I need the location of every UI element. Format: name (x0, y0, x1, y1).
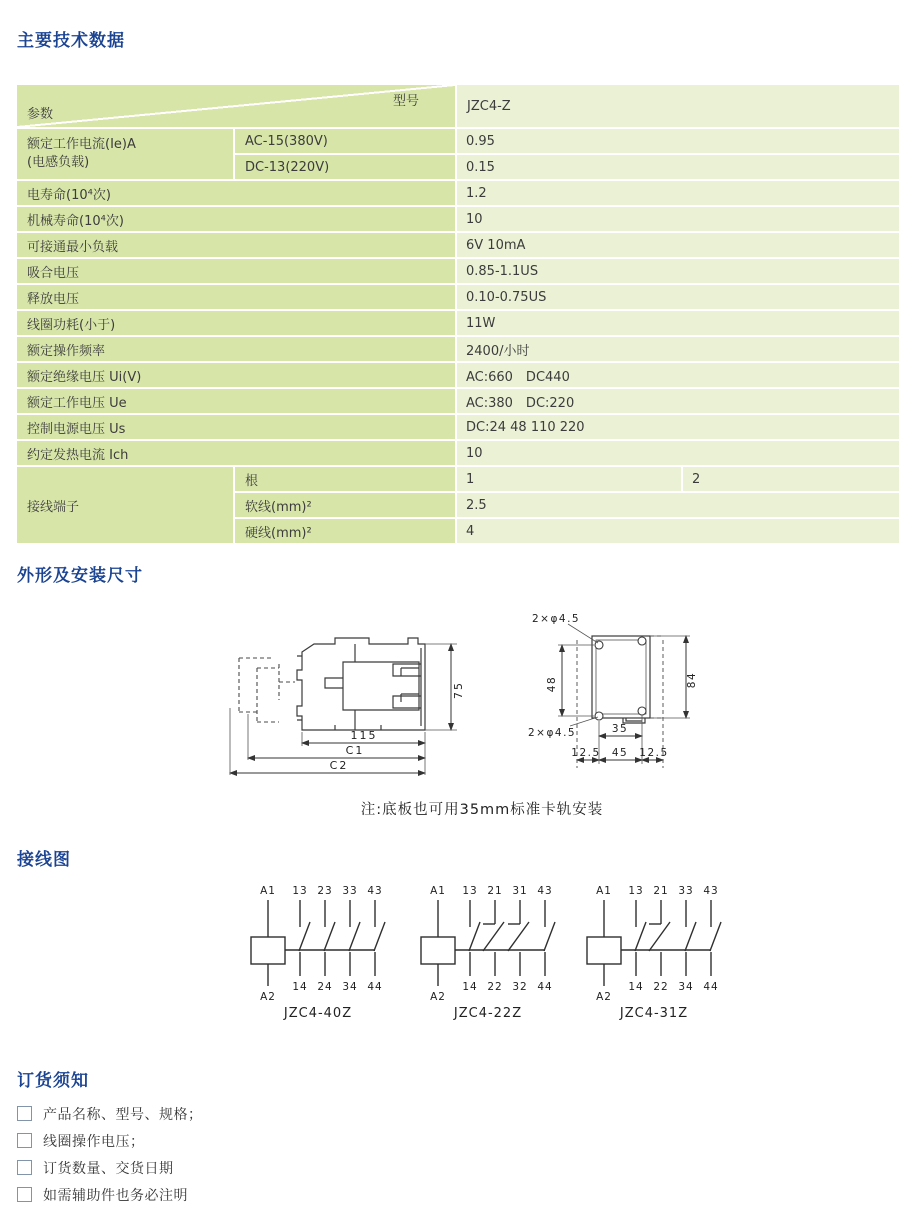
pole-top-label: 13 (628, 885, 644, 897)
coil-bottom-label: A2 (260, 991, 276, 1003)
dim-label-125-right: 12.5 (639, 747, 669, 759)
table-row (17, 467, 899, 491)
pole-bottom-label: 24 (317, 981, 333, 993)
coil-top-label: A1 (260, 885, 276, 897)
wiring-diagram-label: JZC4-31Z (619, 1006, 689, 1021)
param-value: 1 (457, 467, 681, 491)
param-label: 机械寿命(10⁴次) (17, 207, 455, 231)
pole-top-label: 43 (367, 885, 383, 897)
param-label-line2: (电感负载) (27, 155, 90, 170)
pole-bottom-label: 14 (628, 981, 644, 993)
param-value: 11W (457, 311, 899, 335)
wiring-diagram-label: JZC4-22Z (453, 1006, 523, 1021)
ordering-item-text: 如需辅助件也务必注明 (43, 1187, 188, 1204)
ordering-item-text: 订货数量、交货日期 (43, 1160, 174, 1177)
pole-bottom-label: 14 (462, 981, 478, 993)
checkbox-icon (17, 1187, 32, 1202)
param-label: 线圈功耗(小于) (17, 311, 455, 335)
table-row (17, 311, 899, 335)
nc-contact-blade (649, 922, 670, 951)
pole-top-label: 23 (317, 885, 333, 897)
wiring-title: 接线图 (17, 850, 71, 870)
pole-bottom-label: 14 (292, 981, 308, 993)
dimension-lines (562, 636, 686, 760)
table-row (17, 129, 899, 153)
pole-bottom-label: 44 (537, 981, 553, 993)
checkbox-icon (17, 1133, 32, 1148)
pole-top-label: 43 (537, 885, 553, 897)
side-view-drawing (215, 612, 480, 787)
wiring-diagram-block (408, 880, 568, 1021)
param-value: 10 (457, 207, 899, 231)
dim-label-48: 48 (546, 675, 558, 693)
spec-table (15, 83, 901, 545)
coil-top-label: A1 (596, 885, 612, 897)
table-row (17, 389, 899, 413)
table-row (17, 181, 899, 205)
coil-symbol (251, 937, 285, 964)
dim-label-c1: C1 (345, 744, 365, 757)
table-row (17, 285, 899, 309)
param-value: 0.95 (457, 129, 899, 153)
model-value-cell: JZC4-Z (457, 85, 899, 127)
table-row (17, 363, 899, 387)
hole-label-top: 2×φ4.5 (532, 613, 581, 625)
pole-bottom-label: 44 (367, 981, 383, 993)
param-value: 0.15 (457, 155, 899, 179)
pole-top-label: 31 (512, 885, 528, 897)
nc-contact-blade (508, 922, 529, 951)
corner-model-label: 型号 (392, 94, 419, 109)
table-row (17, 233, 899, 257)
pole-top-label: 33 (342, 885, 358, 897)
param-label: 控制电源电压 Us (17, 415, 455, 439)
pole-bottom-label: 44 (703, 981, 719, 993)
wiring-diagram-svg (574, 880, 734, 1004)
dimensions-title: 外形及安装尺寸 (17, 566, 143, 586)
front-view-drawing (510, 596, 720, 786)
pole-bottom-label: 22 (487, 981, 503, 993)
param-value: 6V 10mA (457, 233, 899, 257)
pole-top-label: 13 (462, 885, 478, 897)
extension-lines (558, 624, 690, 764)
wiring-diagram-block (238, 880, 398, 1021)
param-value: AC:380 DC:220 (457, 389, 899, 413)
param-value: 0.10-0.75US (457, 285, 899, 309)
ordering-list-item (17, 1127, 203, 1154)
param-value: 2 (683, 467, 899, 491)
contactor-side-outline (297, 638, 425, 730)
dim-label-c2: C2 (329, 759, 349, 772)
dim-label-35: 35 (611, 723, 629, 735)
corner-param-label: 参数 (27, 107, 54, 122)
pole-top-label: 21 (487, 885, 503, 897)
param-label: 释放电压 (17, 285, 455, 309)
pole-bottom-label: 34 (342, 981, 358, 993)
ordering-list (17, 1100, 203, 1208)
table-row (17, 259, 899, 283)
accessory-dashed-outline (239, 658, 295, 722)
pole-bottom-label: 32 (512, 981, 528, 993)
ordering-list-item (17, 1154, 203, 1181)
param-label (17, 129, 233, 179)
pole-top-label: 13 (292, 885, 308, 897)
sub-param-label: AC-15(380V) (235, 129, 455, 153)
param-value: 0.85-1.1US (457, 259, 899, 283)
pole-top-label: 43 (703, 885, 719, 897)
pole-bottom-label: 22 (653, 981, 669, 993)
mounting-holes (595, 637, 646, 720)
param-label-line1: 额定工作电流(Ie)A (27, 137, 136, 153)
table-row (17, 207, 899, 231)
param-value: 2.5 (457, 493, 899, 517)
sub-param-label: 根 (235, 467, 455, 491)
wiring-diagram-block (574, 880, 734, 1021)
table-row (17, 441, 899, 465)
mounting-note: 注:底板也可用35mm标准卡轨安装 (360, 802, 604, 818)
table-row (17, 337, 899, 361)
param-value: 4 (457, 519, 899, 543)
sub-param-label: 硬线(mm)² (235, 519, 455, 543)
table-row (17, 415, 899, 439)
coil-symbol (587, 937, 621, 964)
param-value: DC:24 48 110 220 (457, 415, 899, 439)
dim-label-45: 45 (611, 747, 629, 759)
corner-cell (17, 85, 455, 127)
sub-param-label: 软线(mm)² (235, 493, 455, 517)
coil-symbol (421, 937, 455, 964)
dim-label-width: 115 (350, 729, 378, 742)
ordering-item-text: 线圈操作电压； (43, 1133, 145, 1150)
param-value: AC:660 DC440 (457, 363, 899, 387)
table-header-row (17, 85, 899, 127)
pole-top-label: 21 (653, 885, 669, 897)
coil-bottom-label: A2 (430, 991, 446, 1003)
param-label: 约定发热电流 Ich (17, 441, 455, 465)
pole-bottom-label: 34 (678, 981, 694, 993)
nc-contact-blade (483, 922, 504, 951)
param-label: 吸合电压 (17, 259, 455, 283)
param-value: 2400/小时 (457, 337, 899, 361)
wiring-diagram-svg (408, 880, 568, 1004)
param-label: 电寿命(10⁴次) (17, 181, 455, 205)
checkbox-icon (17, 1106, 32, 1121)
ordering-list-item (17, 1100, 203, 1127)
wiring-diagram-svg (238, 880, 398, 1004)
param-label: 额定工作电压 Ue (17, 389, 455, 413)
ordering-item-text: 产品名称、型号、规格； (43, 1106, 203, 1123)
coil-top-label: A1 (430, 885, 446, 897)
terminal-group-label: 接线端子 (17, 467, 233, 543)
hole-label-bottom: 2×φ4.5 (528, 727, 577, 739)
param-label: 额定操作频率 (17, 337, 455, 361)
dim-label-height: 75 (452, 681, 465, 699)
param-label: 额定绝缘电压 Ui(V) (17, 363, 455, 387)
checkbox-icon (17, 1160, 32, 1175)
param-value: 10 (457, 441, 899, 465)
tech-data-title: 主要技术数据 (17, 31, 125, 51)
dim-label-84: 84 (686, 671, 698, 689)
param-value: 1.2 (457, 181, 899, 205)
coil-bottom-label: A2 (596, 991, 612, 1003)
ordering-title: 订货须知 (17, 1071, 89, 1091)
dim-label-125-left: 12.5 (571, 747, 601, 759)
wiring-diagram-label: JZC4-40Z (283, 1006, 353, 1021)
ordering-list-item (17, 1181, 203, 1208)
param-label: 可接通最小负载 (17, 233, 455, 257)
sub-param-label: DC-13(220V) (235, 155, 455, 179)
pole-top-label: 33 (678, 885, 694, 897)
